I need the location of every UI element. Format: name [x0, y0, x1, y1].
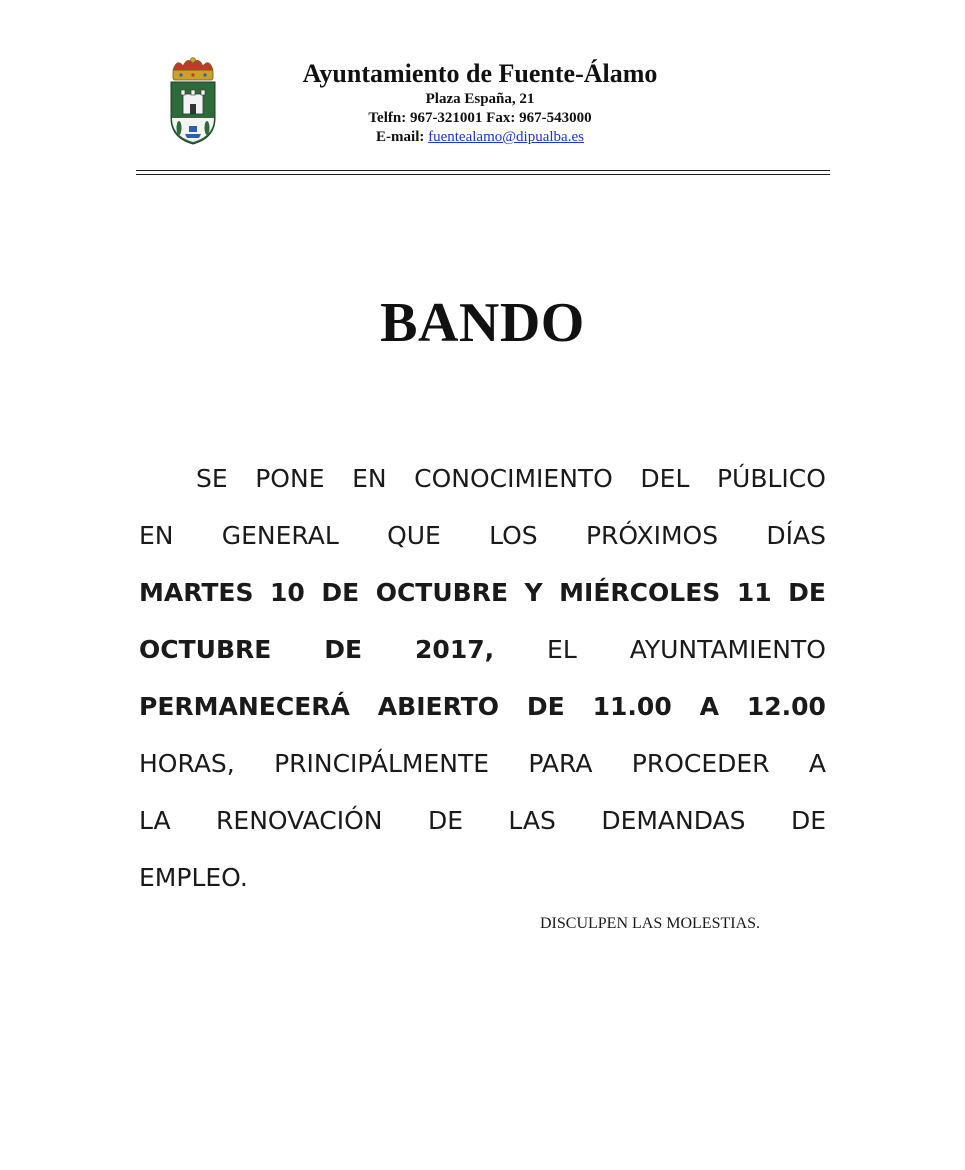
body-line [139, 621, 826, 678]
body-word: 2017, [415, 635, 495, 664]
body-word: LOS [489, 521, 538, 550]
body-word: A [808, 749, 826, 778]
body-word: RENOVACIÓN [216, 806, 383, 835]
body-word: EN [352, 464, 387, 493]
body-line [139, 849, 826, 906]
body-word: LAS [508, 806, 556, 835]
letterhead [250, 58, 710, 147]
document-title: BANDO [380, 292, 585, 354]
body-word: DEL [640, 464, 690, 493]
body-word: EN [139, 521, 174, 550]
body-word: DE [324, 635, 363, 664]
coat-of-arms-icon [163, 56, 223, 148]
body-word: DE [321, 578, 360, 607]
body-word: EMPLEO. [139, 863, 248, 892]
email-line [250, 128, 710, 147]
body-word: 10 [270, 578, 305, 607]
body-word: OCTUBRE [139, 635, 272, 664]
body-word: OCTUBRE [375, 578, 509, 607]
body-word: PONE [255, 464, 325, 493]
email-link[interactable]: fuentealamo@dipualba.es [428, 129, 584, 145]
body-word: PERMANECERÁ [139, 692, 350, 721]
body-line [139, 678, 826, 735]
body-word: DE [788, 578, 826, 607]
header-divider-top [136, 170, 830, 171]
body-word: 11.00 [592, 692, 672, 721]
email-label: E-mail: [376, 129, 425, 145]
body-word: 11 [736, 578, 772, 607]
body-word: A [699, 692, 719, 721]
body-word: PÚBLICO [716, 464, 826, 493]
body-line [139, 735, 826, 792]
body-line [139, 450, 826, 507]
body-word: DÍAS [766, 521, 826, 550]
body-word: ABIERTO [377, 692, 500, 721]
body-word: 12.00 [746, 692, 826, 721]
organization-name: Ayuntamiento de Fuente-Álamo [302, 59, 658, 88]
body-word: AYUNTAMIENTO [629, 635, 826, 664]
body-word: DE [526, 692, 565, 721]
body-word: PRINCIPÁLMENTE [274, 749, 490, 778]
body-line [139, 507, 826, 564]
body-line [139, 792, 826, 849]
body-word: MIÉRCOLES [559, 578, 721, 607]
body-word: MARTES [139, 578, 254, 607]
header-divider-bottom [136, 174, 830, 175]
body-word: GENERAL [221, 521, 339, 550]
body-word: DE [427, 806, 463, 835]
body-word: DE [790, 806, 826, 835]
body-word: QUE [387, 521, 441, 550]
body-word: PRÓXIMOS [585, 521, 719, 550]
notice-body [139, 450, 826, 906]
body-line [139, 564, 826, 621]
body-word: Y [524, 578, 543, 607]
body-word: HORAS, [139, 749, 235, 778]
phone-fax: Telfn: 967-321001 Fax: 967-543000 [368, 110, 592, 126]
closing-line: DISCULPEN LAS MOLESTIAS. [540, 915, 761, 932]
body-word: SE [196, 464, 228, 493]
body-word: PROCEDER [631, 749, 770, 778]
address: Plaza España, 21 [425, 91, 535, 107]
body-word: CONOCIMIENTO [414, 464, 613, 493]
body-word: PARA [528, 749, 593, 778]
body-word: EL [547, 635, 577, 664]
body-word: DEMANDAS [601, 806, 746, 835]
body-word: LA [139, 806, 171, 835]
